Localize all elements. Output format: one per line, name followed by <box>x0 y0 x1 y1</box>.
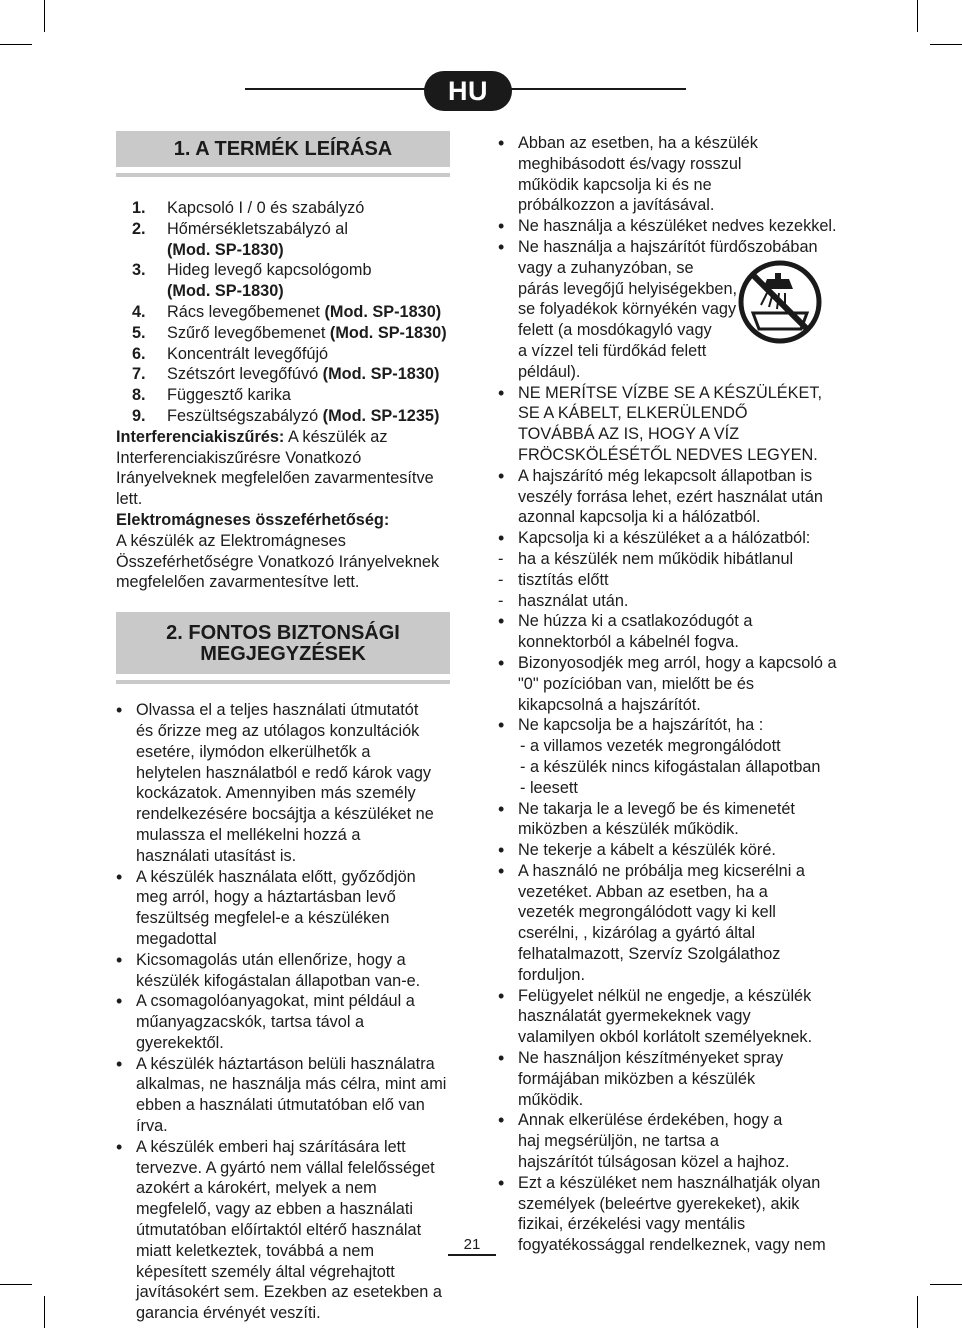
list-item: • A használó ne próbálja meg kicserélni a vezetéket. Abban az esetben, ha a vezeték megrongálódott vagy ki kell cserélni, , kizárólag a gyártó által felhatalmazott, Szervíz Szolgálathoz forduljon. <box>498 861 823 986</box>
emc-title: Elektromágneses összeférhetőség: <box>116 510 390 529</box>
list-item: • A készülék háztartáson belüli használatra alkalmas, ne használja más célra, mint ami ebben a használati útmutatóban elő van írva. <box>116 1054 450 1137</box>
item-text: Hőmérsékletszabályzó al <box>167 219 348 238</box>
list-item: • Felügyelet nélkül ne engedje, a készülék használatát gyermekeknek vagy valamilyen okból korlátolt személyeknek. <box>498 986 823 1048</box>
sub-item-text: ha a készülék nem működik hibátlanul <box>518 549 794 568</box>
list-item: • Ne takarja le a levegő be és kimenetét miközben a készülék működik. <box>498 799 818 841</box>
line: Kapcsolja ki a készüléket a a hálózatból: <box>518 529 811 548</box>
line: párás levegőjű helyiségekben, <box>518 279 738 298</box>
item-number: 2. <box>132 219 146 238</box>
list-item <box>116 364 450 385</box>
item-number: 6. <box>132 344 146 363</box>
line: a vízzel teli fürdőkád felett <box>518 341 707 360</box>
list-item: • A csomagolóanyagokat, mint például a műanyagzacskók, tartsa távol a gyerekektől. <box>116 991 450 1053</box>
crop-mark <box>930 44 962 45</box>
item-text: Hideg levegő kapcsológomb <box>167 261 372 280</box>
crop-mark <box>917 1296 918 1328</box>
sub-item: - ha a készülék nem működik hibátlanul <box>498 549 794 568</box>
sub-item: - a készülék nincs kifogástalan állapotban <box>520 757 821 776</box>
list-item <box>116 198 450 219</box>
item-number: 5. <box>132 323 146 342</box>
parts-list <box>116 198 450 427</box>
no-shower-warning-icon <box>737 259 823 345</box>
left-bullet-list <box>116 700 450 1324</box>
sub-item: - használat után. <box>498 591 629 610</box>
page-number-rule <box>448 1254 496 1256</box>
item-model: (Mod. SP-1830) <box>329 323 447 342</box>
section2-title-line1: 2. FONTOS BIZTONSÁGI <box>166 622 400 645</box>
interference-title: Interferenciakiszűrés: <box>116 427 285 446</box>
section2-title-line2: MEGJEGYZÉSEK <box>200 643 366 666</box>
item-text: Szűrő levegőbemenet <box>167 323 330 342</box>
list-item <box>116 219 450 261</box>
section1-title <box>116 131 450 167</box>
list-item <box>116 344 450 365</box>
list-item <box>116 302 450 323</box>
line: Ne kapcsolja be a hajszárítót, ha : <box>518 716 764 735</box>
sub-item-text: használat után. <box>518 591 629 610</box>
list-item <box>498 528 838 611</box>
list-item: • Olvassa el a teljes használati útmutatót és őrizze meg az utólagos konzultációk esetére, ilymódon elkerülhetők a helytelen használatból e redő károk vagy kockázatok. Amennyiben más személy rendelkezésére bocsájtja a készüléket ne mulassza el mellékelni hozzá a használati utasítást is. <box>116 700 436 866</box>
item-model: (Mod. SP-1830) <box>167 282 284 301</box>
section1-title-bar <box>116 173 450 177</box>
item-text: Feszültségszabályzó <box>167 406 323 425</box>
crop-mark <box>917 0 918 32</box>
line: vagy a zuhanyzóban, se <box>518 258 694 277</box>
header-rule-left <box>245 88 430 90</box>
list-item: • Ne használjon készítményeket spray formájában miközben a készülék működik. <box>498 1048 823 1110</box>
list-item: • Ne húzza ki a csatlakozódugót a konnektorból a kábelnél fogva. <box>498 611 758 653</box>
crop-mark <box>44 1296 45 1328</box>
interference-note <box>116 427 436 510</box>
item-text: Kapcsoló I / 0 és szabályzó <box>167 199 365 217</box>
item-number: 4. <box>132 302 146 321</box>
list-item <box>116 260 450 302</box>
line: felett (a mosdókagyló vagy <box>518 321 712 340</box>
item-text: Rács levegőbemenet <box>167 302 325 321</box>
header-rule-right <box>506 88 686 90</box>
item-model: (Mod. SP-1235) <box>322 406 440 425</box>
item-model: (Mod. SP-1830) <box>167 240 284 259</box>
left-column <box>116 131 450 1324</box>
list-item: • A hajszárító még lekapcsolt állapotban is veszély forrása lehet, ezért használat után azonnal kapcsolja ki a hálózatból. <box>498 466 823 528</box>
list-item: • Annak elkerülése érdekében, hogy a haj megsérüljön, ne tartsa a hajszárítót túlságosan közel a hajhoz. <box>498 1110 798 1172</box>
line: például). <box>518 362 581 381</box>
list-item: • A készülék használata előtt, győződjön meg arról, hogy a háztartásban levő feszültség megfelel-e a készüléken megadottal <box>116 867 450 950</box>
list-item: • NE MERÍTSE VÍZBE SE A KÉSZÜLÉKET, SE A KÁBELT, ELKERÜLENDŐ TOVÁBBÁ AZ IS, HOGY A VÍZ FRÖCSKÖLÉSÉTŐL NEDVES LEGYEN. <box>498 383 823 466</box>
crop-mark <box>44 0 45 32</box>
language-badge: HU <box>424 71 512 111</box>
list-item: • Abban az esetben, ha a készülék meghibásodott és/vagy rosszul működik kapcsolja ki és ne próbálkozzon a javításával. <box>498 133 778 216</box>
sub-item-text: tisztítás előtt <box>518 570 609 589</box>
list-item: • Ne tekerje a kábelt a készülék köré. <box>498 840 838 861</box>
page-number: 21 <box>463 1236 481 1253</box>
line: • Ne használja a hajszárítót fürdőszobában <box>518 237 818 256</box>
section1-title-text: 1. A TERMÉK LEÍRÁSA <box>173 138 393 160</box>
item-model: (Mod. SP-1830) <box>322 365 440 384</box>
list-item <box>116 323 450 344</box>
item-text: Függesztő karika <box>167 386 291 405</box>
list-item <box>116 406 450 427</box>
list-item: • Kicsomagolás után ellenőrize, hogy a készülék kifogástalan állapotban van-e. <box>116 950 426 992</box>
crop-mark <box>0 1284 32 1285</box>
sub-item: - leesett <box>520 778 578 797</box>
section2-title <box>116 612 450 674</box>
interference-text: A készülék az Interferenciakiszűrésre Vonatkozó Irányelveknek megfelelően zavarmentesítve lett. <box>116 427 434 509</box>
list-item: • A készülék emberi haj szárítására lett tervezve. A gyártó nem vállal felelősséget azokért a károkért, melyek a nem megfelelő, vagy az ebben a használati útmutatóban előírtaktól eltérő használat miatt keletkeztek, továbbá a nem képesített személy által végrehajtott javításokért sem. Ezekben az esetekben a garancia érvényét veszíti. <box>116 1137 444 1324</box>
crop-mark <box>0 44 32 45</box>
sub-item: - a villamos vezeték megrongálódott <box>520 737 781 756</box>
item-text: Szétszórt levegőfúvó <box>167 365 323 384</box>
item-text: Koncentrált levegőfújó <box>167 344 329 363</box>
item-number: 8. <box>132 386 146 405</box>
list-item: • Ne használja a készüléket nedves kezekkel. <box>498 216 838 237</box>
list-item <box>498 715 838 798</box>
section2-title-bar <box>116 680 450 684</box>
emc-note <box>116 510 441 593</box>
line: se folyadékok környékén vagy <box>518 300 737 319</box>
item-number: 7. <box>132 365 146 384</box>
item-number: 9. <box>132 406 146 425</box>
list-item: • Bizonyosodjék meg arról, hogy a kapcsoló a "0" pozícióban van, mielőtt be és kikapcsolná a hajszárítót. <box>498 653 838 715</box>
item-model: (Mod. SP-1830) <box>324 302 442 321</box>
item-number: 3. <box>132 261 146 280</box>
emc-text: A készülék az Elektromágneses Összeférhetőségre Vonatkozó Irányelveknek megfelelően zavarmentesítve lett. <box>116 531 440 592</box>
crop-mark <box>930 1284 962 1285</box>
item-number: 1. <box>132 199 146 217</box>
list-item: • Ezt a készüléket nem használhatják olyan személyek (beleértve gyerekeket), akik fizikai, érzékelési vagy mentális fogyatékossággal rendelkeznek, vagy nem <box>498 1173 828 1256</box>
sub-item: - tisztítás előtt <box>498 570 609 589</box>
list-item <box>116 385 450 406</box>
